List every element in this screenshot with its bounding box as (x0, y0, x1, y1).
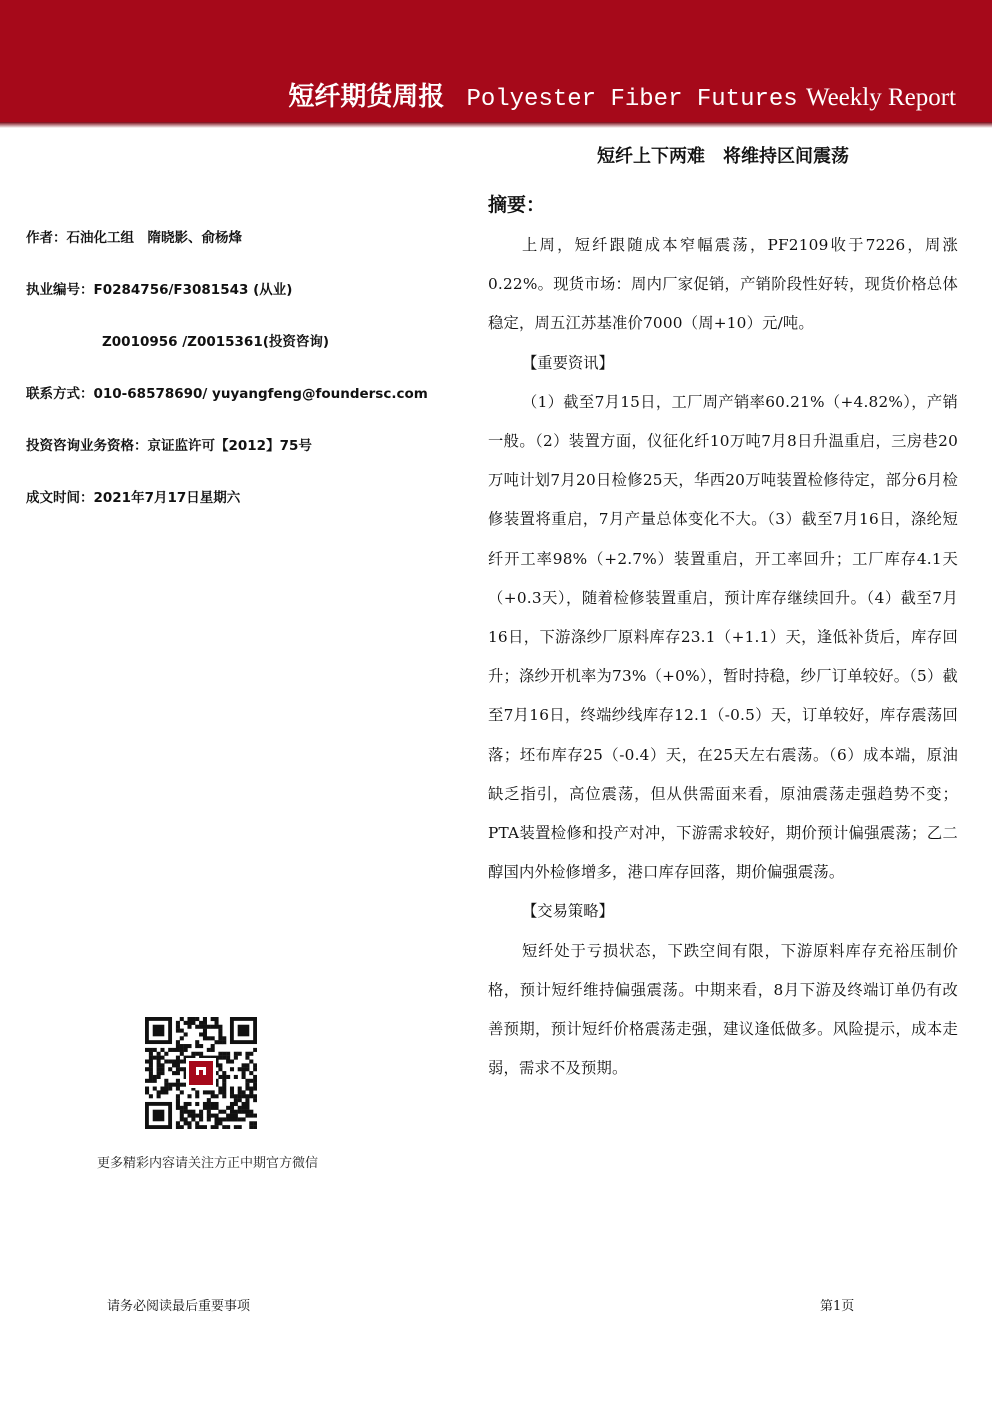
author-line: 作者：石油化工组 隋晓影、俞杨烽 (26, 230, 242, 246)
strategy-heading: 【交易策略】 (522, 902, 614, 921)
date-line: 成文时间：2021年7月17日星期六 (26, 490, 241, 506)
report-series-title (288, 80, 956, 114)
qualification-line: 投资咨询业务资格：京证监许可【2012】75号 (26, 438, 312, 454)
report-body (488, 140, 958, 1088)
series-title-en-suffix: Weekly Report (805, 84, 956, 111)
series-title-en: Polyester Fiber Futures (466, 86, 798, 113)
summary-paragraph: 上周，短纤跟随成本窄幅震荡，PF2109收于7226，周涨0.22%。现货市场：周内厂家促销，产销阶段性好转，现货价格总体稳定，周五江苏基准价7000（周+10）元/吨。 (488, 236, 958, 333)
contact-line[interactable]: 联系方式：010-68578690/ yuyangfeng@foundersc.com (26, 386, 428, 402)
series-title-cn: 短纤期货周报 (288, 82, 445, 112)
qr-caption: 更多精彩内容请关注方正中期官方微信 (96, 1156, 318, 1171)
license-line: 执业编号：F0284756/F3081543 (从业) (26, 282, 293, 298)
footer-notice: 请务必阅读最后重要事项 (107, 1299, 251, 1314)
qr-code-icon[interactable] (145, 1017, 257, 1129)
report-title: 短纤上下两难 将维持区间震荡 (597, 146, 849, 167)
header-banner (0, 0, 992, 122)
page-number: 第1页 (820, 1299, 855, 1314)
strategy-paragraph: 短纤处于亏损状态，下跌空间有限，下游原料库存充裕压制价格，预计短纤维持偏强震荡。中期来看，8月下游及终端订单仍有改善预期，预计短纤价格震荡走强，建议逢低做多。风险提示，成本走弱，需求不及预期。 (488, 941, 958, 1078)
news-heading: 【重要资讯】 (522, 353, 614, 372)
abstract-heading: 摘要： (488, 194, 546, 216)
banner-shadow (0, 122, 992, 128)
author-info (26, 228, 446, 540)
news-paragraph: （1）截至7月15日，工厂周产销率60.21%（+4.82%），产销一般。（2）装置方面，仪征化纤10万吨7月8日升温重启，三房巷20万吨计划7月20日检修25天，华西20万吨装置检修待定，部分6月检修装置将重启，7月产量总体变化不大。（3）截至7月16日，涤纶短纤开工率98%（+2.7%）装置重启，开工率回升；工厂库存4.1天（+0.3天），随着检修装置重启，预计库存继续回升。（4）截至7月16日，下游涤纱厂原料库存23.1（+1.1）天，逢低补货后，库存回升；涤纱开机率为73%（+0%），暂时持稳，纱厂订单较好。（5）截至7月16日，终端纱线库存12.1（-0.5）天，订单较好，库存震荡回落；坯布库存25（-0.4）天，在25天左右震荡。（6）成本端，原油缺乏指引，高位震荡，但从供需面来看，原油震荡走强趋势不变；PTA装置检修和投产对冲，下游需求较好，期价预计偏强震荡；乙二醇国内外检修增多，港口库存回落，期价偏强震荡。 (488, 392, 958, 882)
license-line-2: Z0010956 /Z0015361(投资咨询) (102, 334, 330, 350)
